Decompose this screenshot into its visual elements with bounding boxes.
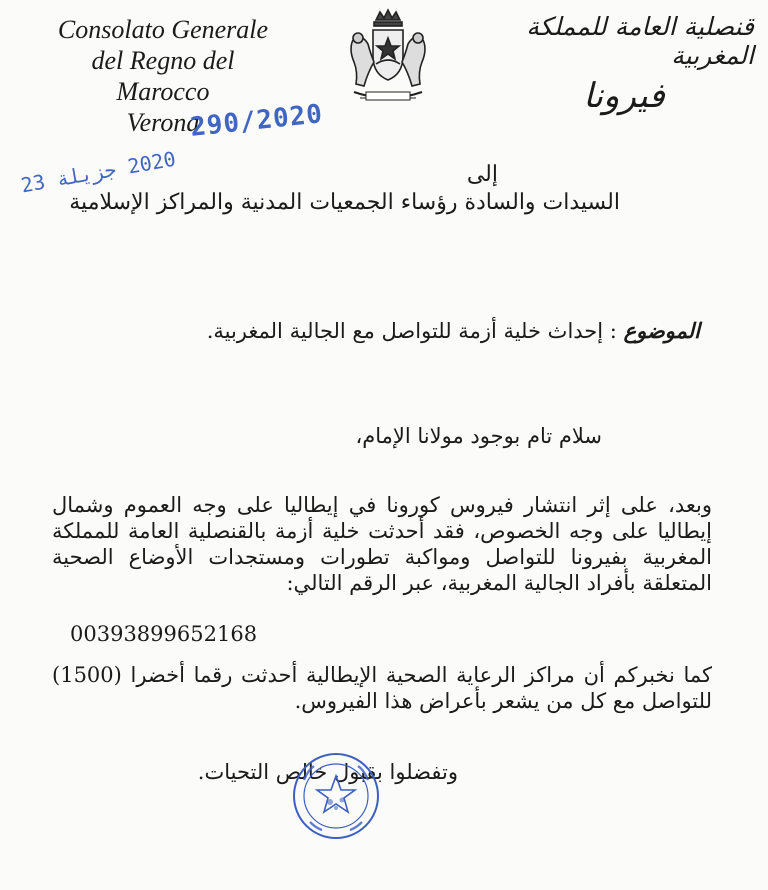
reference-number-stamp: 290/2020 <box>188 99 325 143</box>
phone-number: 00393899652168 <box>70 622 258 646</box>
consulate-line-3: Verona <box>126 108 200 137</box>
coat-of-arms-icon <box>340 8 436 108</box>
date-stamp: 2020 جزيلة 23 <box>19 146 178 198</box>
addressee-to: إلى <box>466 162 498 187</box>
consulate-arabic-line-1: قنصلية العامة للمملكة المغربية <box>526 12 754 70</box>
consulate-seal-icon <box>290 750 382 842</box>
consulate-arabic-line-2: فيرونا <box>583 76 665 116</box>
subject-text: : إحداث خلية أزمة للتواصل مع الجالية المغربية. <box>206 319 617 343</box>
consulate-line-2: del Regno del Marocco <box>91 46 235 106</box>
body-paragraph-2: كما نخبركم أن مراكز الرعاية الصحية الإيطالية أحدثت رقما أخضرا (1500) للتواصل مع كل من يشعر بأعراض هذا الفيروس. <box>52 663 712 713</box>
addressee-recipients: السيدات والسادة رؤساء الجمعيات المدنية والمراكز الإسلامية <box>69 190 620 215</box>
body-paragraph-1: وبعد، على إثر انتشار فيروس كورونا في إيطاليا على وجه العموم وشمال إيطاليا على وجه الخصوص، فقد أحدثت خلية أزمة بالقنصلية العامة للمملكة المغربية بفيرونا للتواصل ومواكبة تطورات ومستجدات الأوضاع الصحية المتعلقة بأفراد الجالية المغربية، عبر الرقم التالي: <box>52 493 712 595</box>
consulate-line-1: Consolato Generale <box>57 15 269 44</box>
consulate-header-arabic <box>494 12 754 116</box>
subject-label: الموضوع <box>623 318 700 343</box>
subject-line <box>140 318 700 343</box>
greeting: سلام تام بوجود مولانا الإمام، <box>355 424 602 448</box>
closing: وتفضلوا بقبول خالص التحيات. <box>197 760 458 784</box>
